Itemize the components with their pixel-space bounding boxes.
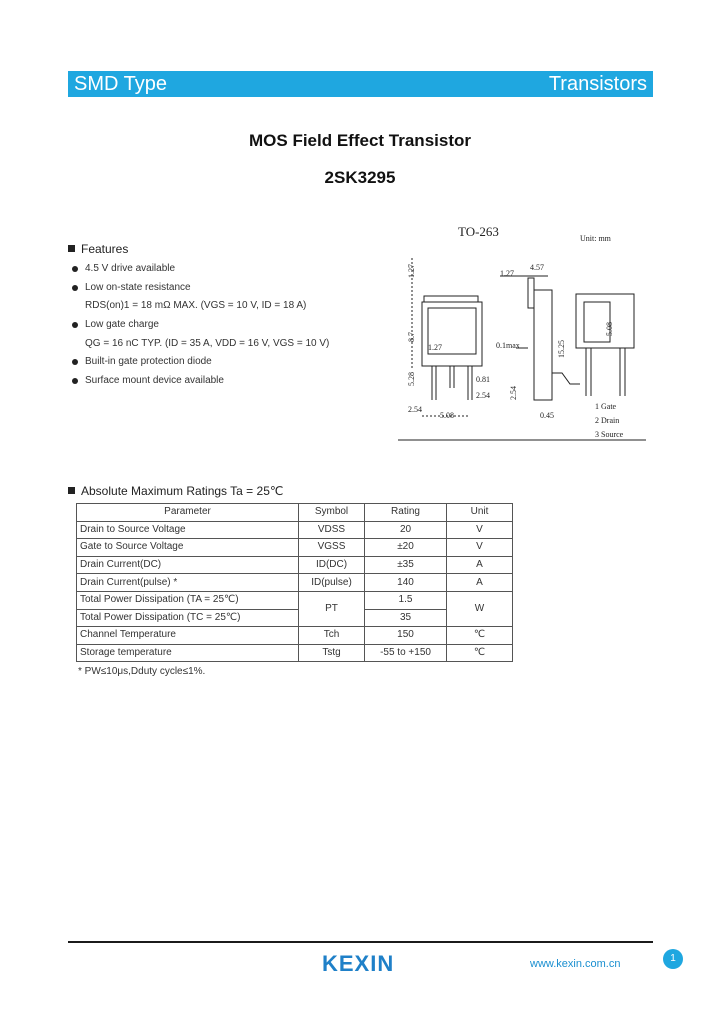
feature-text: Low gate charge bbox=[85, 319, 159, 331]
column-header: Unit bbox=[447, 504, 513, 522]
website-link[interactable]: www.kexin.com.cn bbox=[530, 958, 621, 970]
symbol-cell: VDSS bbox=[299, 521, 365, 539]
unit-cell: V bbox=[447, 521, 513, 539]
column-header: Symbol bbox=[299, 504, 365, 522]
unit-cell: A bbox=[447, 556, 513, 574]
unit-cell: A bbox=[447, 574, 513, 592]
rating-cell: 35 bbox=[365, 609, 447, 627]
dim-label: 5.08 bbox=[605, 322, 614, 336]
bullet-dot-icon bbox=[72, 285, 78, 291]
dim-label: 5.28 bbox=[407, 372, 416, 386]
feature-item bbox=[72, 355, 382, 374]
dim-label: 2.54 bbox=[509, 386, 518, 400]
feature-text: RDS(on)1 = 18 mΩ MAX. (VGS = 10 V, ID = 18 A) bbox=[85, 300, 307, 312]
feature-item bbox=[72, 337, 382, 356]
table-footnote: * PW≤10μs,Dduty cycle≤1%. bbox=[78, 666, 206, 677]
column-header: Parameter bbox=[77, 504, 299, 522]
rating-cell: ±20 bbox=[365, 539, 447, 557]
square-bullet-icon bbox=[68, 245, 75, 252]
features-heading-label: Features bbox=[81, 242, 129, 256]
dim-label: 2.54 bbox=[476, 391, 490, 400]
parameter-cell: Total Power Dissipation (TA = 25℃) bbox=[77, 591, 299, 609]
parameter-cell: Channel Temperature bbox=[77, 627, 299, 645]
table-row bbox=[77, 574, 513, 592]
footer-divider bbox=[68, 941, 653, 943]
pin-label: 1 Gate bbox=[595, 402, 617, 411]
dim-label: 1.27 bbox=[500, 269, 514, 278]
unit-cell: ℃ bbox=[447, 644, 513, 662]
header-product-type: Transistors bbox=[548, 73, 647, 95]
feature-text: Built-in gate protection diode bbox=[85, 356, 212, 368]
square-bullet-icon bbox=[68, 487, 75, 494]
parameter-cell: Storage temperature bbox=[77, 644, 299, 662]
ratings-heading bbox=[68, 484, 283, 498]
rating-cell: ±35 bbox=[365, 556, 447, 574]
table-row bbox=[77, 556, 513, 574]
feature-item bbox=[72, 262, 382, 281]
feature-text: 4.5 V drive available bbox=[85, 263, 176, 274]
parameter-cell: Drain Current(pulse) * bbox=[77, 574, 299, 592]
front-view bbox=[412, 258, 482, 416]
table-row bbox=[77, 591, 513, 609]
page-number-badge: 1 bbox=[663, 949, 683, 969]
unit-cell: W bbox=[447, 591, 513, 626]
document-title: MOS Field Effect Transistor bbox=[249, 131, 471, 150]
table-header-row bbox=[77, 504, 513, 522]
dim-label: 2.54 bbox=[408, 405, 422, 414]
package-outline-drawing bbox=[398, 218, 650, 444]
parameter-cell: Gate to Source Voltage bbox=[77, 539, 299, 557]
parameter-cell: Total Power Dissipation (TC = 25℃) bbox=[77, 609, 299, 627]
feature-item bbox=[72, 318, 382, 337]
pin-label: 2 Drain bbox=[595, 416, 620, 425]
dim-label: 0.45 bbox=[540, 411, 554, 420]
table-row bbox=[77, 539, 513, 557]
bullet-dot-icon bbox=[72, 359, 78, 365]
feature-item bbox=[72, 281, 382, 300]
dim-label: 1.27 bbox=[407, 264, 416, 278]
table-row bbox=[77, 627, 513, 645]
symbol-cell: VGSS bbox=[299, 539, 365, 557]
feature-text: Low on-state resistance bbox=[85, 281, 191, 293]
column-header: Rating bbox=[365, 504, 447, 522]
dim-label: 8.7 bbox=[407, 332, 416, 342]
pin-label: 3 Source bbox=[595, 430, 624, 439]
unit-label: Unit: mm bbox=[580, 234, 611, 243]
symbol-cell: ID(pulse) bbox=[299, 574, 365, 592]
features-list bbox=[72, 262, 382, 393]
rating-cell: 1.5 bbox=[365, 591, 447, 609]
rating-cell: -55 to +150 bbox=[365, 644, 447, 662]
parameter-cell: Drain to Source Voltage bbox=[77, 521, 299, 539]
symbol-cell: ID(DC) bbox=[299, 556, 365, 574]
feature-item bbox=[72, 299, 382, 318]
dim-label: 5.08 bbox=[440, 411, 454, 420]
bullet-dot-icon bbox=[72, 378, 78, 384]
dim-label: 0.81 bbox=[476, 375, 490, 384]
company-logo: KEXIN bbox=[322, 951, 395, 976]
feature-text: Surface mount device available bbox=[85, 375, 224, 387]
dim-label: 0.1max bbox=[496, 341, 520, 350]
symbol-cell: Tstg bbox=[299, 644, 365, 662]
feature-text: QG = 16 nC TYP. (ID = 35 A, VDD = 16 V, VGS = 10 V) bbox=[85, 337, 330, 349]
dim-label: 1.27 bbox=[428, 343, 442, 352]
rating-cell: 20 bbox=[365, 521, 447, 539]
rating-cell: 150 bbox=[365, 627, 447, 645]
package-name: TO-263 bbox=[458, 224, 499, 239]
unit-cell: V bbox=[447, 539, 513, 557]
ratings-heading-label: Absolute Maximum Ratings Ta = 25℃ bbox=[81, 484, 284, 498]
unit-cell: ℃ bbox=[447, 627, 513, 645]
bullet-dot-icon bbox=[72, 266, 78, 272]
table-row bbox=[77, 644, 513, 662]
symbol-cell: Tch bbox=[299, 627, 365, 645]
dim-label: 15.25 bbox=[557, 340, 566, 358]
feature-item bbox=[72, 374, 382, 393]
header-category: SMD Type bbox=[74, 73, 167, 95]
part-number: 2SK3295 bbox=[324, 168, 396, 187]
parameter-cell: Drain Current(DC) bbox=[77, 556, 299, 574]
features-heading bbox=[68, 242, 128, 256]
table-row bbox=[77, 521, 513, 539]
ratings-table bbox=[76, 503, 513, 662]
bullet-dot-icon bbox=[72, 322, 78, 328]
symbol-cell: PT bbox=[299, 591, 365, 626]
dim-label: 4.57 bbox=[530, 263, 544, 272]
rating-cell: 140 bbox=[365, 574, 447, 592]
side-view bbox=[500, 276, 580, 400]
header-banner bbox=[68, 71, 653, 97]
